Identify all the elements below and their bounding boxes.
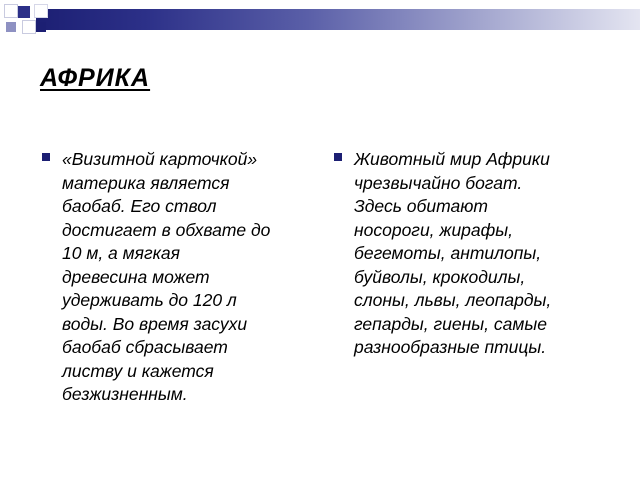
text-line: баобаб. Его ствол (62, 196, 217, 216)
right-bullet-item (334, 148, 614, 360)
square-pattern-piece (18, 6, 30, 18)
header-band (36, 9, 640, 30)
square-pattern-piece (22, 20, 36, 34)
left-bullet-item (42, 148, 312, 407)
text-line: 10 м, а мягкая (62, 243, 180, 263)
text-line: листву и кажется (62, 360, 214, 381)
text-line: безжизненным. (62, 384, 188, 404)
square-pattern-piece (6, 22, 16, 32)
text-line: удерживать до 120 л (62, 290, 237, 310)
text-line: «Визитной карточкой» (62, 149, 258, 169)
text-line: Животный мир Африки (354, 149, 550, 169)
left-bullet-text (62, 148, 270, 407)
text-line: носороги, жирафы, (354, 219, 513, 240)
slide-title: АФРИКА (40, 64, 151, 92)
text-line: древесина может (62, 266, 210, 287)
square-bullet-icon (334, 153, 342, 161)
text-line: буйволы, крокодилы, (354, 266, 526, 287)
text-line: разнообразные птицы. (354, 337, 547, 357)
text-line: Здесь обитают (354, 196, 488, 216)
right-bullet-text (354, 148, 551, 360)
square-bullet-icon (42, 153, 50, 161)
text-line: материка является (62, 172, 230, 193)
text-line: достигает в обхвате до (62, 219, 271, 240)
text-line: гепарды, гиены, самые (354, 313, 547, 334)
text-line: слоны, львы, леопарды, (354, 290, 552, 310)
text-line: бегемоты, антилопы, (354, 243, 542, 263)
square-pattern-piece (36, 22, 46, 32)
text-line: чрезвычайно богат. (354, 172, 523, 193)
square-pattern-piece (34, 4, 48, 18)
text-line: воды. Во время засухи (62, 313, 248, 334)
square-pattern-piece (4, 4, 18, 18)
text-line: баобаб сбрасывает (62, 337, 228, 357)
square-pattern-icon (4, 4, 48, 34)
